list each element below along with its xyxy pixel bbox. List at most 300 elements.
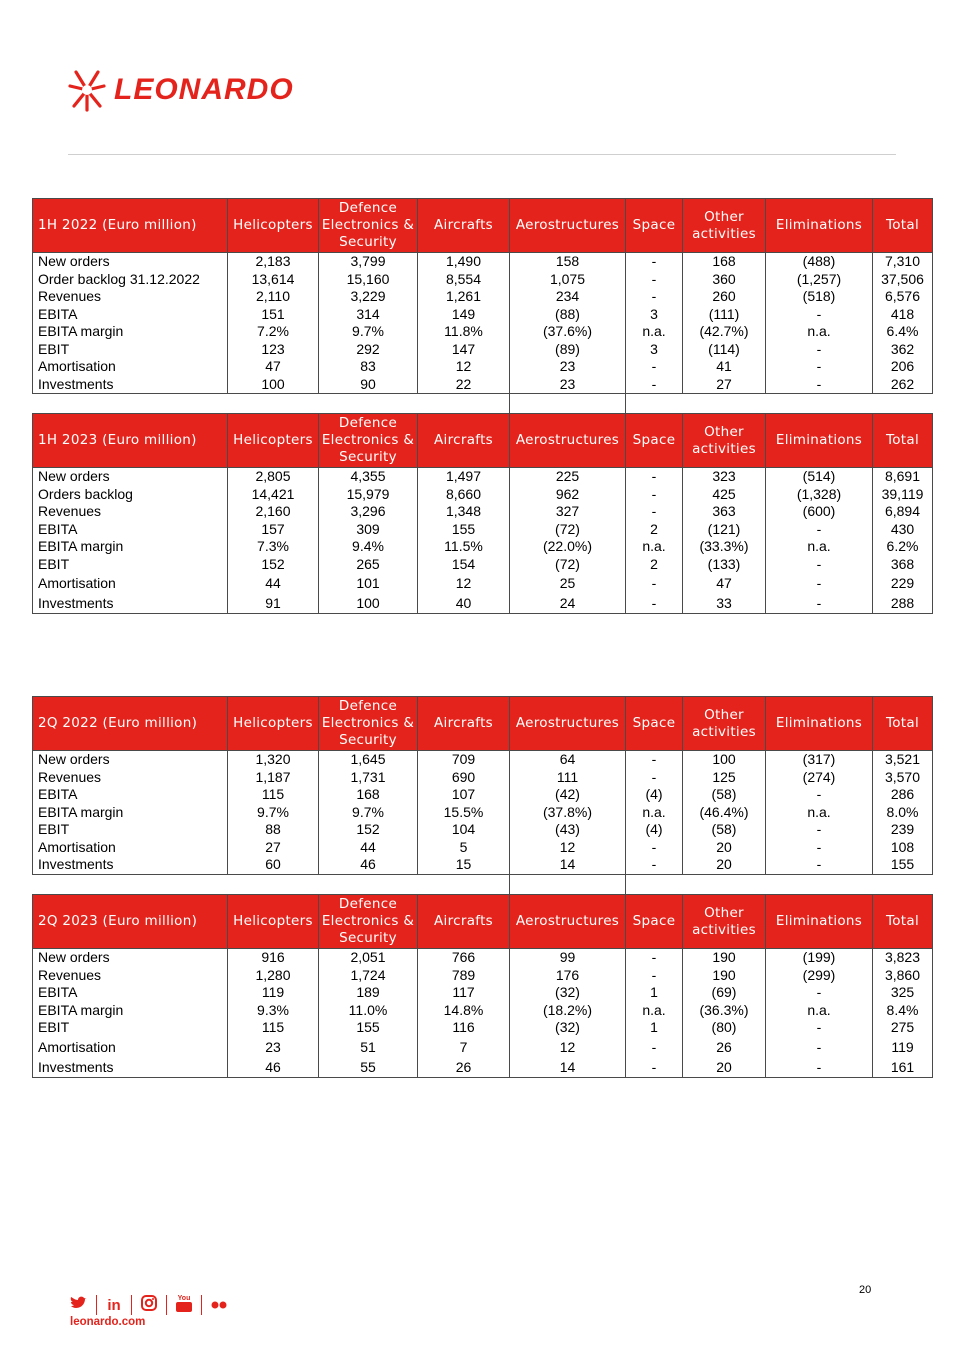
column-header: Total	[873, 697, 933, 751]
table-cell: 152	[228, 556, 319, 574]
table-cell: 27	[683, 376, 766, 394]
table-cell: -	[766, 341, 873, 359]
table-row	[33, 556, 933, 574]
table-cell: 9.3%	[228, 1002, 319, 1020]
table-row	[33, 804, 933, 822]
table-row	[33, 468, 933, 486]
table-cell: 60	[228, 856, 319, 874]
table-cell: 149	[418, 306, 510, 324]
table-cell: (518)	[766, 288, 873, 306]
row-label: Revenues	[33, 967, 228, 985]
table-cell: 360	[683, 271, 766, 289]
leonardo-logo	[68, 68, 294, 112]
row-label: Investments	[33, 376, 228, 394]
table-row	[33, 751, 933, 769]
row-label: Investments	[33, 856, 228, 874]
table-row	[33, 856, 933, 874]
column-header: Aerostructures	[510, 697, 626, 751]
table-cell: -	[766, 984, 873, 1002]
table-cell: 23	[510, 358, 626, 376]
table-cell: 239	[873, 821, 933, 839]
row-label: EBIT	[33, 556, 228, 574]
table-cell: 1,280	[228, 967, 319, 985]
social-links	[68, 1293, 230, 1317]
table-cell: 14.8%	[418, 1002, 510, 1020]
column-header: Eliminations	[766, 697, 873, 751]
table-cell: 23	[510, 376, 626, 394]
column-header: Space	[626, 199, 683, 253]
flickr-icon[interactable]	[208, 1297, 230, 1314]
table-cell: 154	[418, 556, 510, 574]
table-cell: 225	[510, 468, 626, 486]
column-header: Defence Electronics & Security	[319, 697, 418, 751]
table-cell: 1,075	[510, 271, 626, 289]
table-cell: 168	[319, 786, 418, 804]
table-cell: 168	[683, 253, 766, 271]
table-title: 2Q 2023 (Euro million)	[33, 895, 228, 949]
table-row	[33, 306, 933, 324]
column-header: Aerostructures	[510, 895, 626, 949]
table-cell: (1,328)	[766, 486, 873, 504]
table-cell: 190	[683, 949, 766, 967]
table-cell: 9.7%	[319, 323, 418, 341]
table-cell: 962	[510, 486, 626, 504]
table-cell: -	[626, 1057, 683, 1078]
table-cell: 3,229	[319, 288, 418, 306]
column-header: Total	[873, 895, 933, 949]
table-cell: 155	[873, 856, 933, 874]
table-cell: 368	[873, 556, 933, 574]
table-cell: 20	[683, 856, 766, 874]
table-cell: 2,805	[228, 468, 319, 486]
table-cell: 190	[683, 967, 766, 985]
table-row	[33, 1037, 933, 1057]
table-cell: 88	[228, 821, 319, 839]
table-row	[33, 288, 933, 306]
column-header: Other activities	[683, 697, 766, 751]
header-divider	[68, 154, 896, 155]
table-cell: 24	[510, 593, 626, 614]
row-label: New orders	[33, 751, 228, 769]
table-cell: -	[626, 839, 683, 857]
table-cell: (58)	[683, 786, 766, 804]
table-cell: (1,257)	[766, 271, 873, 289]
column-header: Defence Electronics & Security	[319, 895, 418, 949]
table-cell: 288	[873, 593, 933, 614]
table-cell: 430	[873, 521, 933, 539]
column-header: Other activities	[683, 414, 766, 468]
table-cell: (37.6%)	[510, 323, 626, 341]
table-cell: 15.5%	[418, 804, 510, 822]
table-cell: (4)	[626, 821, 683, 839]
table-cell: 20	[683, 839, 766, 857]
table-cell: 15,160	[319, 271, 418, 289]
table-cell: 26	[683, 1037, 766, 1057]
youtube-icon[interactable]	[173, 1293, 195, 1317]
table-cell: 37,506	[873, 271, 933, 289]
table-cell: 189	[319, 984, 418, 1002]
table-cell: 39,119	[873, 486, 933, 504]
table-cell: 3,296	[319, 503, 418, 521]
row-label: Revenues	[33, 769, 228, 787]
row-label: EBITA	[33, 984, 228, 1002]
table-cell: 363	[683, 503, 766, 521]
table-row	[33, 503, 933, 521]
table-cell: -	[626, 358, 683, 376]
table-cell: 14	[510, 1057, 626, 1078]
row-label: Amortisation	[33, 839, 228, 857]
table-cell: (69)	[683, 984, 766, 1002]
column-header: Defence Electronics & Security	[319, 199, 418, 253]
table-2q-2023	[32, 894, 933, 1078]
column-header: Helicopters	[228, 414, 319, 468]
table-cell: 9.7%	[319, 804, 418, 822]
table-title: 1H 2022 (Euro million)	[33, 199, 228, 253]
table-cell: -	[766, 1037, 873, 1057]
table-cell: 11.0%	[319, 1002, 418, 1020]
table-cell: 9.4%	[319, 538, 418, 556]
table-title: 1H 2023 (Euro million)	[33, 414, 228, 468]
row-label: Revenues	[33, 503, 228, 521]
row-label: EBIT	[33, 821, 228, 839]
table-cell: 1,348	[418, 503, 510, 521]
table-cell: 51	[319, 1037, 418, 1057]
table-cell: 4,355	[319, 468, 418, 486]
table-row	[33, 769, 933, 787]
table-cell: 83	[319, 358, 418, 376]
table-cell: (72)	[510, 556, 626, 574]
table-cell: 425	[683, 486, 766, 504]
table-cell: 709	[418, 751, 510, 769]
table-cell: (37.8%)	[510, 804, 626, 822]
table-cell: -	[626, 376, 683, 394]
column-header: Space	[626, 697, 683, 751]
table-cell: 11.8%	[418, 323, 510, 341]
table-cell: 916	[228, 949, 319, 967]
column-header: Aerostructures	[510, 414, 626, 468]
table-cell: 234	[510, 288, 626, 306]
table-cell: -	[766, 593, 873, 614]
column-divider	[625, 392, 626, 413]
table-cell: 12	[418, 358, 510, 376]
table-cell: -	[766, 1057, 873, 1078]
table-cell: (121)	[683, 521, 766, 539]
table-cell: (199)	[766, 949, 873, 967]
table-cell: (600)	[766, 503, 873, 521]
table-header-row	[33, 414, 933, 468]
table-cell: (72)	[510, 521, 626, 539]
table-cell: 6.4%	[873, 323, 933, 341]
table-cell: 108	[873, 839, 933, 857]
table-cell: -	[626, 769, 683, 787]
table-cell: 292	[319, 341, 418, 359]
table-cell: -	[766, 856, 873, 874]
table-cell: (22.0%)	[510, 538, 626, 556]
table-cell: (42.7%)	[683, 323, 766, 341]
column-divider	[625, 873, 626, 894]
table-cell: 1,645	[319, 751, 418, 769]
row-label: Orders backlog	[33, 486, 228, 504]
table-cell: -	[766, 786, 873, 804]
table-cell: 101	[319, 573, 418, 593]
table-cell: 20	[683, 1057, 766, 1078]
table-cell: n.a.	[766, 538, 873, 556]
table-cell: 275	[873, 1019, 933, 1037]
column-header: Space	[626, 895, 683, 949]
column-header: Aircrafts	[418, 697, 510, 751]
table-cell: 3	[626, 341, 683, 359]
table-cell: 157	[228, 521, 319, 539]
table-row	[33, 486, 933, 504]
table-cell: 690	[418, 769, 510, 787]
row-label: New orders	[33, 949, 228, 967]
table-cell: 3,799	[319, 253, 418, 271]
table-row	[33, 949, 933, 967]
table-cell: 5	[418, 839, 510, 857]
table-cell: -	[626, 503, 683, 521]
table-2q-2022	[32, 696, 933, 875]
table-cell: 8.4%	[873, 1002, 933, 1020]
table-cell: 99	[510, 949, 626, 967]
table-cell: 12	[510, 839, 626, 857]
website-link[interactable]: leonardo.com	[70, 1316, 146, 1328]
table-cell: 33	[683, 593, 766, 614]
table-cell: 14	[510, 856, 626, 874]
table-cell: 40	[418, 593, 510, 614]
table-cell: 1	[626, 984, 683, 1002]
row-label: EBITA margin	[33, 1002, 228, 1020]
table-cell: 152	[319, 821, 418, 839]
table-cell: 155	[418, 521, 510, 539]
row-label: Amortisation	[33, 1037, 228, 1057]
column-header: Space	[626, 414, 683, 468]
table-cell: -	[626, 949, 683, 967]
table-row	[33, 821, 933, 839]
row-label: Revenues	[33, 288, 228, 306]
table-cell: n.a.	[626, 1002, 683, 1020]
table-cell: 26	[418, 1057, 510, 1078]
table-cell: -	[626, 468, 683, 486]
table-cell: 9.7%	[228, 804, 319, 822]
table-cell: 44	[228, 573, 319, 593]
table-1h-2023	[32, 413, 933, 614]
table-cell: (32)	[510, 1019, 626, 1037]
column-header: Aerostructures	[510, 199, 626, 253]
table-cell: 100	[228, 376, 319, 394]
table-cell: n.a.	[766, 1002, 873, 1020]
leonardo-star-icon	[68, 68, 106, 112]
column-header: Aircrafts	[418, 199, 510, 253]
table-cell: 64	[510, 751, 626, 769]
table-cell: 46	[228, 1057, 319, 1078]
table-cell: 115	[228, 1019, 319, 1037]
brand-name: LEONARDO	[114, 73, 294, 106]
table-cell: 6,894	[873, 503, 933, 521]
table-cell: (80)	[683, 1019, 766, 1037]
table-cell: -	[766, 306, 873, 324]
table-cell: 6.2%	[873, 538, 933, 556]
row-label: EBITA margin	[33, 538, 228, 556]
column-header: Other activities	[683, 895, 766, 949]
table-cell: 7,310	[873, 253, 933, 271]
table-header-row	[33, 697, 933, 751]
table-cell: -	[766, 1019, 873, 1037]
table-cell: 327	[510, 503, 626, 521]
table-cell: 1,731	[319, 769, 418, 787]
column-header: Defence Electronics & Security	[319, 414, 418, 468]
table-cell: 161	[873, 1057, 933, 1078]
table-cell: -	[766, 521, 873, 539]
row-label: Order backlog 31.12.2022	[33, 271, 228, 289]
table-cell: 55	[319, 1057, 418, 1078]
row-label: EBITA margin	[33, 323, 228, 341]
twitter-icon[interactable]	[68, 1296, 90, 1315]
table-cell: 23	[228, 1037, 319, 1057]
table-cell: 3	[626, 306, 683, 324]
table-cell: 265	[319, 556, 418, 574]
column-header: Helicopters	[228, 199, 319, 253]
table-cell: 262	[873, 376, 933, 394]
table-cell: n.a.	[766, 804, 873, 822]
table-cell: (36.3%)	[683, 1002, 766, 1020]
table-cell: 15	[418, 856, 510, 874]
table-cell: 46	[319, 856, 418, 874]
table-header-row	[33, 895, 933, 949]
table-row	[33, 253, 933, 271]
table-cell: 7.3%	[228, 538, 319, 556]
table-cell: 100	[683, 751, 766, 769]
table-cell: 25	[510, 573, 626, 593]
table-cell: -	[766, 358, 873, 376]
table-cell: 362	[873, 341, 933, 359]
table-cell: 206	[873, 358, 933, 376]
table-row	[33, 984, 933, 1002]
table-row	[33, 1019, 933, 1037]
table-cell: n.a.	[766, 323, 873, 341]
row-label: New orders	[33, 468, 228, 486]
row-label: EBITA	[33, 786, 228, 804]
column-header: Eliminations	[766, 414, 873, 468]
table-cell: 7	[418, 1037, 510, 1057]
row-label: EBITA	[33, 306, 228, 324]
table-cell: 2,110	[228, 288, 319, 306]
column-header: Aircrafts	[418, 414, 510, 468]
table-cell: 1	[626, 1019, 683, 1037]
table-cell: 91	[228, 593, 319, 614]
table-cell: -	[766, 573, 873, 593]
linkedin-icon[interactable]: in	[107, 1296, 121, 1314]
table-cell: 116	[418, 1019, 510, 1037]
table-cell: 2,183	[228, 253, 319, 271]
table-cell: 14,421	[228, 486, 319, 504]
table-1h-2022	[32, 198, 933, 394]
table-cell: -	[626, 967, 683, 985]
table-cell: (42)	[510, 786, 626, 804]
table-cell: -	[766, 839, 873, 857]
row-label: EBIT	[33, 341, 228, 359]
table-cell: 8,554	[418, 271, 510, 289]
table-cell: (33.3%)	[683, 538, 766, 556]
table-cell: (32)	[510, 984, 626, 1002]
table-cell: 119	[873, 1037, 933, 1057]
table-cell: 229	[873, 573, 933, 593]
table-cell: 41	[683, 358, 766, 376]
table-title: 2Q 2022 (Euro million)	[33, 697, 228, 751]
table-cell: 147	[418, 341, 510, 359]
table-cell: 1,490	[418, 253, 510, 271]
table-cell: 90	[319, 376, 418, 394]
table-row	[33, 573, 933, 593]
table-cell: (274)	[766, 769, 873, 787]
table-cell: 1,320	[228, 751, 319, 769]
table-cell: -	[626, 751, 683, 769]
table-cell: 155	[319, 1019, 418, 1037]
table-cell: 123	[228, 341, 319, 359]
table-row	[33, 839, 933, 857]
table-row	[33, 1002, 933, 1020]
svg-text:You: You	[177, 1295, 191, 1302]
table-cell: 314	[319, 306, 418, 324]
table-cell: (299)	[766, 967, 873, 985]
column-header: Aircrafts	[418, 895, 510, 949]
column-header: Helicopters	[228, 697, 319, 751]
table-cell: 47	[683, 573, 766, 593]
table-cell: 15,979	[319, 486, 418, 504]
table-cell: n.a.	[626, 323, 683, 341]
table-cell: 11.5%	[418, 538, 510, 556]
table-cell: 2	[626, 556, 683, 574]
column-divider	[509, 873, 510, 894]
row-label: EBITA	[33, 521, 228, 539]
table-header-row	[33, 199, 933, 253]
table-cell: -	[626, 271, 683, 289]
table-cell: 12	[418, 573, 510, 593]
row-label: New orders	[33, 253, 228, 271]
table-row	[33, 967, 933, 985]
table-cell: 115	[228, 786, 319, 804]
table-cell: 13,614	[228, 271, 319, 289]
table-cell: (58)	[683, 821, 766, 839]
table-cell: 7.2%	[228, 323, 319, 341]
table-cell: 3,521	[873, 751, 933, 769]
table-cell: 22	[418, 376, 510, 394]
table-cell: (4)	[626, 786, 683, 804]
table-cell: 12	[510, 1037, 626, 1057]
table-cell: 323	[683, 468, 766, 486]
table-cell: 8,660	[418, 486, 510, 504]
row-label: Amortisation	[33, 573, 228, 593]
table-cell: 104	[418, 821, 510, 839]
table-cell: -	[766, 556, 873, 574]
table-row	[33, 538, 933, 556]
row-label: EBIT	[33, 1019, 228, 1037]
table-cell: (114)	[683, 341, 766, 359]
table-cell: -	[626, 856, 683, 874]
table-cell: 260	[683, 288, 766, 306]
table-row	[33, 323, 933, 341]
table-cell: 3,860	[873, 967, 933, 985]
instagram-icon[interactable]	[138, 1295, 160, 1315]
column-divider	[509, 392, 510, 413]
table-cell: n.a.	[626, 804, 683, 822]
table-cell: (88)	[510, 306, 626, 324]
table-row	[33, 341, 933, 359]
column-header: Eliminations	[766, 895, 873, 949]
row-label: EBITA margin	[33, 804, 228, 822]
table-cell: -	[626, 593, 683, 614]
column-header: Total	[873, 199, 933, 253]
table-cell: -	[626, 573, 683, 593]
